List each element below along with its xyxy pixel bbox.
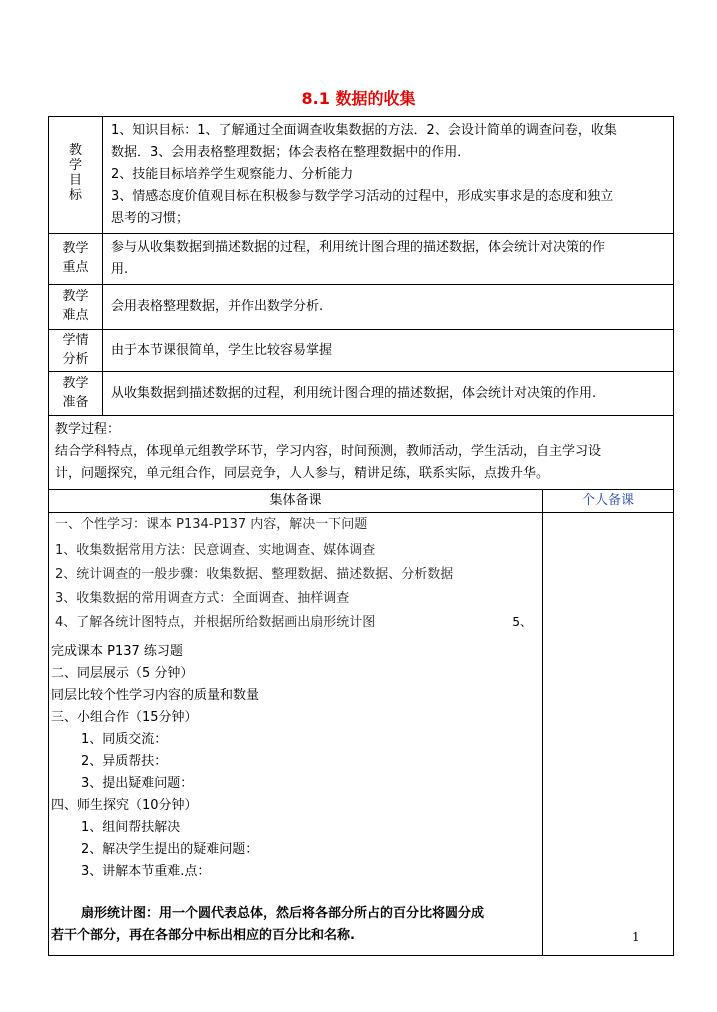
row-content bbox=[103, 117, 674, 234]
row-label bbox=[49, 117, 103, 234]
text-line: 4、了解各统计图特点，并根据所给数据画出扇形统计图 bbox=[55, 615, 376, 630]
row-label bbox=[49, 372, 103, 416]
definition-block bbox=[51, 903, 536, 947]
text-line: 计，问题探究，单元组合作，同层竞争，人人参与，精讲足练，联系实际，点拨升华。 bbox=[55, 466, 550, 481]
row-content bbox=[103, 285, 674, 330]
lesson-plan-table bbox=[48, 116, 674, 956]
table-row bbox=[49, 513, 674, 956]
text-line: 用. bbox=[111, 262, 129, 277]
text-line: 1、知识目标：1、了解通过全面调查收集数据的方法．2、会设计简单的调查问卷，收集 bbox=[111, 123, 617, 138]
text-line: 同层比较个性学习内容的质量和数量 bbox=[51, 688, 260, 703]
row-content bbox=[103, 330, 674, 372]
text-line: 1、收集数据常用方法：民意调查、实地调查、媒体调查 bbox=[55, 543, 376, 558]
table-row bbox=[49, 285, 674, 330]
row-label-text: 学情分析 bbox=[62, 332, 89, 367]
row-content bbox=[103, 372, 674, 416]
text-line: 二、同层展示（5 分钟） bbox=[51, 666, 194, 681]
row-label-text: 教学准备 bbox=[62, 375, 89, 410]
text-line: 3、讲解本节重难.点： bbox=[81, 864, 211, 879]
column-header-collective: 集体备课 bbox=[49, 490, 543, 513]
text-line: 思考的习惯； bbox=[111, 211, 190, 226]
text-line: 1、组间帮扶解决 bbox=[81, 820, 181, 835]
table-row bbox=[49, 372, 674, 416]
process-heading: 教学过程： bbox=[55, 422, 121, 437]
personal-prep-content bbox=[543, 513, 674, 956]
text-line: 2、技能目标培养学生观察能力、分析能力 bbox=[111, 167, 354, 182]
text-line: 2、异质帮扶： bbox=[81, 754, 168, 769]
text-line: 完成课本 P137 练习题 bbox=[51, 644, 183, 659]
row-label-text: 教学重点 bbox=[62, 241, 89, 275]
page-number: 1 bbox=[632, 930, 640, 944]
process-section bbox=[49, 416, 674, 490]
text-line: 一、个性学习：课本 P134-P137 内容，解决一下问题 bbox=[55, 517, 368, 532]
row-label-text: 教学目标 bbox=[68, 143, 82, 203]
row-label bbox=[49, 285, 103, 330]
text-line: 从收集数据到描述数据的过程，利用统计图合理的描述数据，体会统计对决策的作用. bbox=[111, 385, 597, 401]
table-row bbox=[49, 490, 674, 513]
text-line: 3、提出疑难问题： bbox=[81, 776, 194, 791]
text-line: 扇形统计图：用一个圆代表总体，然后将各部分所占的百分比将圆分成 bbox=[81, 906, 485, 921]
column-header-personal: 个人备课 bbox=[543, 490, 674, 513]
row-label bbox=[49, 330, 103, 372]
text-line: 2、解决学生提出的疑难问题： bbox=[81, 842, 259, 857]
text-line: 2、统计调查的一般步骤：收集数据、整理数据、描述数据、分析数据 bbox=[55, 567, 454, 582]
row-content bbox=[103, 234, 674, 285]
procedure-list bbox=[51, 641, 536, 883]
table-row bbox=[49, 234, 674, 285]
text-line: 3、情感态度价值观目标在积极参与数学学习活动的过程中，形成实事求是的态度和独立 bbox=[111, 189, 614, 204]
text-line: 3、收集数据的常用调查方式：全面调查、抽样调查 bbox=[55, 591, 350, 606]
page-title: 8.1 数据的收集 bbox=[301, 89, 416, 108]
text-line: 会用表格整理数据，并作出数学分析. bbox=[111, 299, 324, 314]
text-line: 结合学科特点，体现单元组教学环节，学习内容，时间预测，教师活动，学生活动，自主学习设 bbox=[55, 444, 602, 459]
collective-prep-content bbox=[49, 513, 543, 956]
table-row bbox=[49, 330, 674, 372]
table-row bbox=[49, 416, 674, 490]
text-line: 1、同质交流： bbox=[81, 732, 168, 747]
embedded-text-image bbox=[51, 513, 536, 635]
table-row bbox=[49, 117, 674, 234]
item-marker: 5、 bbox=[512, 615, 532, 629]
text-line: 由于本节课很简单，学生比较容易掌握 bbox=[111, 342, 333, 358]
text-line: 四、师生探究（10分钟） bbox=[51, 798, 198, 813]
text-line: 参与从收集数据到描述数据的过程，利用统计图合理的描述数据，体会统计对决策的作 bbox=[111, 240, 606, 255]
text-line: 若干个部分，再在各部分中标出相应的百分比和名称. bbox=[51, 928, 355, 943]
text-line: 三、小组合作（15分钟） bbox=[51, 710, 198, 725]
row-label-text: 教学难点 bbox=[62, 289, 89, 323]
row-label bbox=[49, 234, 103, 285]
text-line: 数据．3、会用表格整理数据；体会表格在整理数据中的作用． bbox=[111, 145, 471, 160]
